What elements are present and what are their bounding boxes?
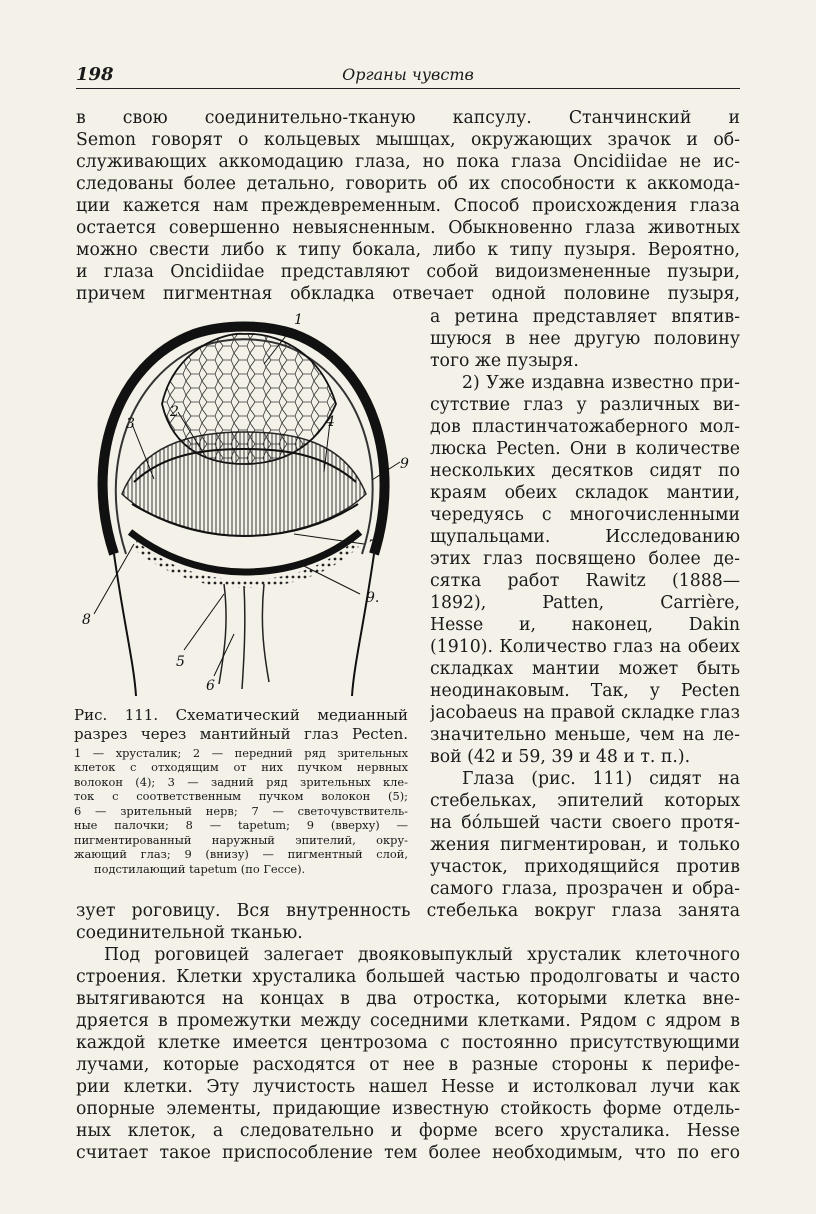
text-line: считает такое приспособление тем более необходимым, что по его	[76, 1143, 740, 1163]
text-line: рии клетки. Эту лучистость нашел Hesse и истолковал лучи как	[76, 1077, 740, 1097]
text-line: в свою соединительно-тканую капсулу. Станчинский и	[76, 108, 740, 128]
caption-line: ные палочки; 8 — tapetum; 9 (вверху) —	[74, 818, 408, 832]
fig-label-9-bottom: 9.	[366, 590, 380, 606]
text-line: 2) Уже издавна известно при-	[462, 373, 740, 393]
text-line: того же пузыря.	[430, 351, 579, 371]
text-line: можно свести либо к типу бокала, либо к типу пузыря. Вероятно,	[76, 240, 740, 260]
text-line: следованы более детально, говорить об их способности к аккомода-	[76, 174, 740, 194]
text-line: сутствие глаз у различных ви-	[430, 395, 740, 415]
text-line: Под роговицей залегает двояковыпуклый хрусталик клеточного	[104, 945, 740, 965]
page-header	[76, 60, 740, 89]
fig-label-7: 7	[368, 538, 377, 554]
caption-line: жающий глаз; 9 (внизу) — пигментный слой,	[74, 847, 408, 861]
retina	[122, 432, 366, 536]
text-line: сятка работ Rawitz (1888—	[430, 571, 740, 591]
text-line: причем пигментная обкладка отвечает одной половине пузыря,	[76, 284, 740, 304]
text-line: соединительной тканью.	[76, 923, 303, 943]
fig-label-9-top: 9	[400, 456, 409, 472]
text-line: (1910). Количество глаз на обеих	[430, 637, 740, 657]
fig-label-1: 1	[294, 312, 303, 328]
caption-line: клеток с отходящим от них пучком нервных	[74, 760, 408, 774]
eye-section-figure	[74, 304, 412, 696]
text-line: дряется в промежутки между соседними клетками. Рядом с ядром в	[76, 1011, 740, 1031]
text-line: ных клеток, а следовательно и форме всего хрусталика. Hesse	[76, 1121, 740, 1141]
fig-label-8: 8	[82, 612, 91, 628]
fig-label-5: 5	[176, 654, 185, 670]
text-line: jacobaeus на правой складке глаз	[430, 703, 740, 723]
caption-line: ток с соответственным пучком волокон (5);	[74, 789, 408, 803]
text-line: Hesse и, наконец, Dakin	[430, 615, 740, 635]
text-line: складках мантии может быть	[430, 659, 740, 679]
text-line: 1892), Patten, Carrière,	[430, 593, 740, 613]
caption-line: 1 — хрусталик; 2 — передний ряд зрительных	[74, 746, 408, 760]
text-line: зует роговицу. Вся внутренность стебелька вокруг глаза занята	[76, 901, 740, 921]
caption-line: пигментированный наружный эпителий, окру-	[74, 833, 408, 847]
running-title: Органы чувств	[342, 65, 474, 84]
text-line: вытягиваются на концах в два отростка, которыми клетка вне-	[76, 989, 740, 1009]
text-line: самого глаза, прозрачен и обра-	[430, 879, 740, 899]
text-line: Semon говорят о кольцевых мышцах, окружающих зрачок и об-	[76, 130, 740, 150]
fig-label-6: 6	[206, 678, 215, 694]
text-line: ции кажется нам преждевременным. Способ происхождения глаза	[76, 196, 740, 216]
optic-nerve	[219, 584, 269, 689]
text-line: на бо́льшей части своего протя-	[430, 813, 740, 833]
caption-title-line: разрез через мантийный глаз Pecten.	[74, 725, 408, 743]
text-line: остается совершенно невыясненным. Обыкновенно глаза животных	[76, 218, 740, 238]
fig-label-2: 2	[170, 404, 179, 420]
text-line: служивающих аккомодацию глаза, но пока глаза Oncidiidae не ис-	[76, 152, 740, 172]
text-line: стебельках, эпителий которых	[430, 791, 740, 811]
text-line: лучами, которые расходятся от нее в разные стороны к перифе-	[76, 1055, 740, 1075]
text-line: и глаза Oncidiidae представляют собой видоизмененные пузыри,	[76, 262, 740, 282]
page-number: 198	[76, 64, 114, 85]
text-line: каждой клетке имеется центрозома с постоянно присутствующими	[76, 1033, 740, 1053]
text-line: шуюся в нее другую половину	[430, 329, 740, 349]
text-line: дов пластинчатожаберного мол-	[430, 417, 740, 437]
fig-label-4: 4	[326, 414, 335, 430]
text-line: значительно меньше, чем на ле-	[430, 725, 740, 745]
text-line: опорные элементы, придающие известную стойкость форме отдель-	[76, 1099, 740, 1119]
fig-label-3: 3	[126, 416, 135, 432]
text-line: вой (42 и 59, 39 и 48 и т. п.).	[430, 747, 691, 767]
text-line: чередуясь с многочисленными	[430, 505, 740, 525]
caption-line: 6 — зрительный нерв; 7 — светочувствитель-	[74, 804, 408, 818]
text-line: люска Pecten. Они в количестве	[430, 439, 740, 459]
text-line: а ретина представляет впятив-	[430, 307, 740, 327]
caption-line: волокон (4); 3 — задний ряд зрительных кле-	[74, 775, 408, 789]
caption-title-line: Рис. 111. Схематический медианный	[74, 706, 408, 724]
text-line: жения пигментирован, и только	[430, 835, 740, 855]
text-line: щупальцами. Исследованию	[430, 527, 740, 547]
text-line: этих глаз посвящено более де-	[430, 549, 740, 569]
text-line: неодинаковым. Так, у Pecten	[430, 681, 740, 701]
text-line: Глаза (рис. 111) сидят на	[462, 769, 740, 789]
text-line: краям обеих складок мантии,	[430, 483, 740, 503]
caption-line: подстилающий tapetum (по Гессе).	[94, 862, 306, 876]
text-line: участок, приходящийся против	[430, 857, 740, 877]
text-line: нескольких десятков сидят по	[430, 461, 740, 481]
text-line: строения. Клетки хрусталика большей частью продолговаты и часто	[76, 967, 740, 987]
